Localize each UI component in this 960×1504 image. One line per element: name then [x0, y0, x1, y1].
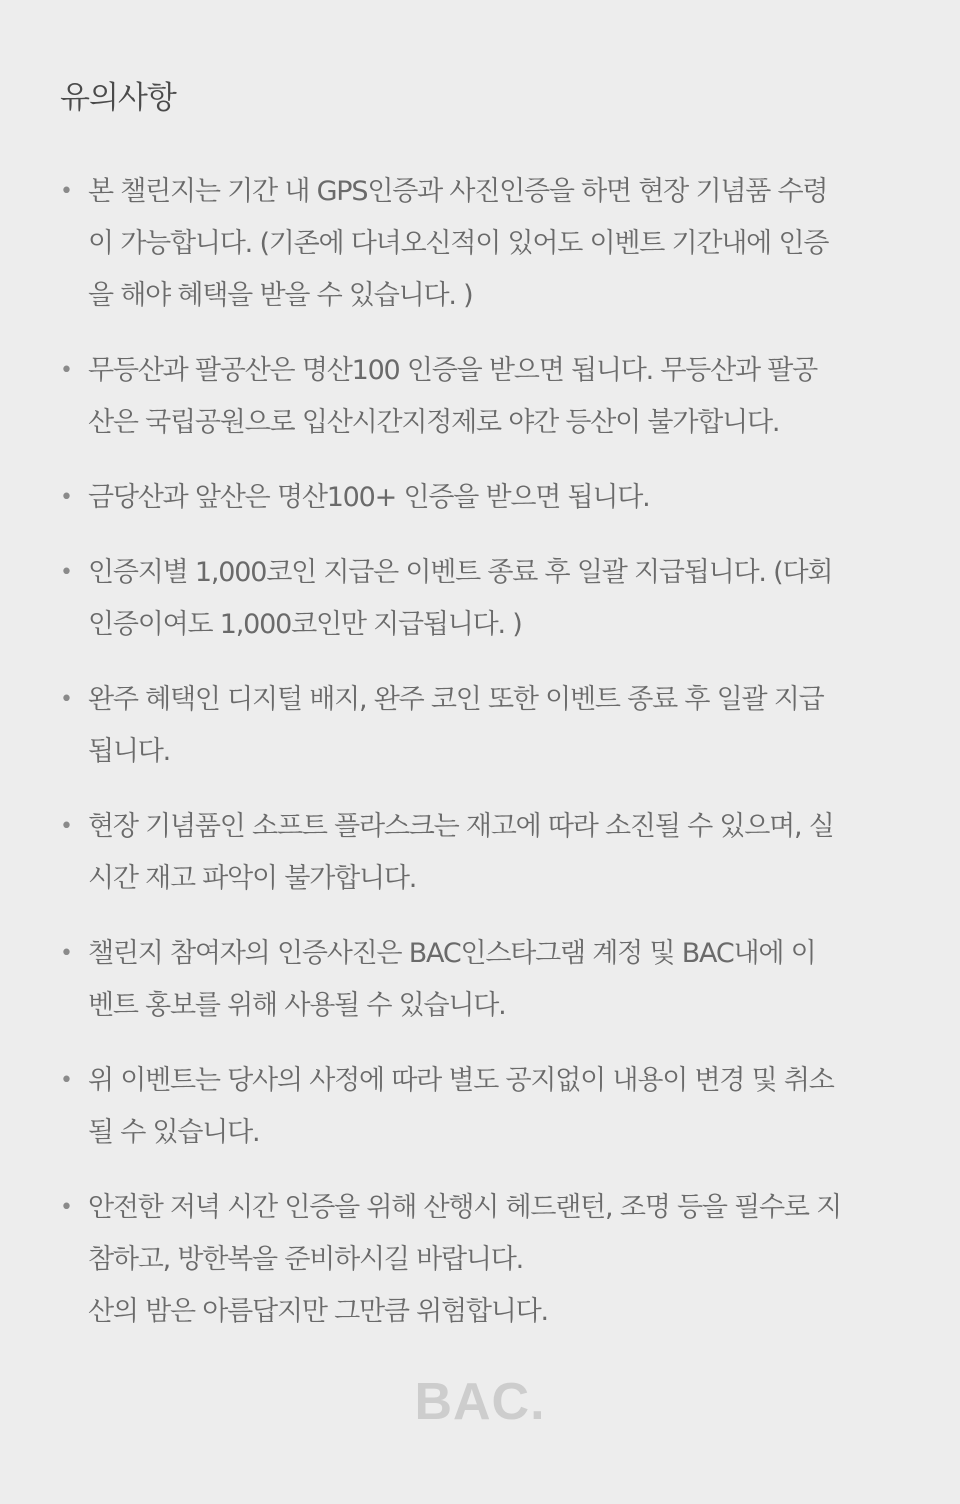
notice-item — [60, 547, 896, 651]
notice-text-line: 참하고, 방한복을 준비하시길 바랍니다. — [88, 1244, 524, 1275]
notice-text-line: 완주 혜택인 디지털 배지, 완주 코인 또한 이벤트 종료 후 일괄 지급 — [88, 684, 824, 715]
notice-text-line: 벤트 홍보를 위해 사용될 수 있습니다. — [88, 990, 506, 1021]
notice-text-line: 산은 국립공원으로 입산시간지정제로 야간 등산이 불가합니다. — [88, 407, 780, 438]
notice-text-line: 산의 밤은 아름답지만 그만큼 위험합니다. — [88, 1296, 548, 1327]
notice-text-line: 본 챌린지는 기간 내 GPS인증과 사진인증을 하면 현장 기념품 수령 — [88, 176, 828, 207]
notice-text-line: 시간 재고 파악이 불가합니다. — [88, 863, 417, 894]
notice-text-line: 인증이여도 1,000코인만 지급됩니다. ) — [88, 609, 522, 640]
notice-text-line: 을 해야 혜택을 받을 수 있습니다. ) — [88, 280, 473, 311]
notice-list — [60, 166, 896, 1338]
notice-text-line: 이 가능합니다. (기존에 다녀오신적이 있어도 이벤트 기간내에 인증 — [88, 228, 829, 259]
page-title: 유의사항 — [60, 80, 176, 116]
notice-text-line: 챌린지 참여자의 인증사진은 BAC인스타그램 계정 및 BAC내에 이 — [88, 938, 816, 969]
notice-item — [60, 674, 896, 778]
notice-text-line: 됩니다. — [88, 736, 171, 767]
bullet-icon: • — [60, 560, 73, 585]
notice-text-line: 현장 기념품인 소프트 플라스크는 재고에 따라 소진될 수 있으며, 실 — [88, 811, 834, 842]
bac-logo: BAC. — [414, 1373, 546, 1431]
bullet-icon: • — [60, 814, 73, 839]
notice-item — [60, 345, 896, 449]
bullet-icon: • — [60, 941, 73, 966]
notice-text-line: 안전한 저녁 시간 인증을 위해 산행시 헤드랜턴, 조명 등을 필수로 지 — [88, 1192, 842, 1223]
notice-text-line: 인증지별 1,000코인 지급은 이벤트 종료 후 일괄 지급됩니다. (다회 — [88, 557, 833, 588]
bullet-icon: • — [60, 485, 73, 510]
bullet-icon: • — [60, 687, 73, 712]
bullet-icon: • — [60, 1068, 73, 1093]
bullet-icon: • — [60, 179, 73, 204]
notice-item — [60, 166, 896, 322]
notice-item — [60, 801, 896, 905]
bullet-icon: • — [60, 358, 73, 383]
notice-text-line: 위 이벤트는 당사의 사정에 따라 별도 공지없이 내용이 변경 및 취소 — [88, 1065, 834, 1096]
notice-text-line: 될 수 있습니다. — [88, 1117, 260, 1148]
notice-item — [60, 1055, 896, 1159]
notice-text-line: 무등산과 팔공산은 명산100 인증을 받으면 됩니다. 무등산과 팔공 — [88, 355, 818, 386]
bullet-icon: • — [60, 1195, 73, 1220]
notice-item — [60, 472, 896, 524]
notice-text-line: 금당산과 앞산은 명산100+ 인증을 받으면 됩니다. — [88, 482, 650, 513]
notice-item — [60, 1182, 896, 1338]
notice-item — [60, 928, 896, 1032]
